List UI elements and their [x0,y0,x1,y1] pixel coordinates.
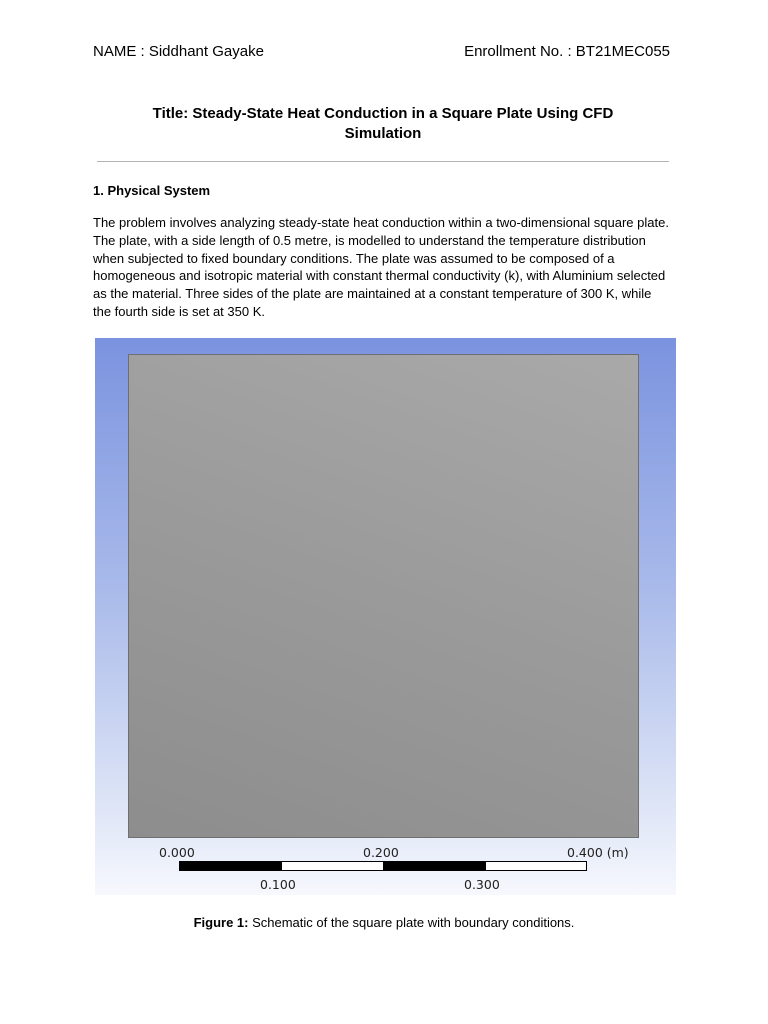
scale-bar-segment [383,861,486,871]
scale-label-0-400: 0.400 (m) [567,845,629,860]
title-line-2: Simulation [344,125,422,142]
title-line-1: Title: Steady-State Heat Conduction in a Square Plate Using CFD [152,105,614,122]
scale-label-0-100: 0.100 [260,877,296,892]
section-heading-physical-system: 1. Physical System [93,183,211,198]
scale-label-0-000: 0.000 [159,845,195,860]
scale-bar-segment [281,861,384,871]
scale-bar [179,861,587,871]
scale-label-0-300: 0.300 [464,877,500,892]
figure-plate-image [95,338,676,895]
scale-bar-segment [485,861,587,871]
square-plate [128,354,639,838]
horizontal-divider [97,161,669,162]
student-name: NAME : Siddhant Gayake [93,43,264,60]
scale-bar-segment [179,861,282,871]
page-title [110,104,656,144]
figure-caption-label: Figure 1: [193,915,249,930]
figure-caption-text: Schematic of the square plate with boundary conditions. [248,915,575,930]
scale-label-0-200: 0.200 [363,845,399,860]
figure-caption [0,915,768,930]
section-paragraph: The problem involves analyzing steady-state heat conduction within a two-dimensional square plate. The plate, with a side length of 0.5 metre, is modelled to understand the temperature distribution when subjected to fixed boundary conditions. The plate was assumed to be composed of a homogeneous and isotropic material with constant thermal conductivity (k), with Aluminium selected as the material. Three sides of the plate are maintained at a constant temperature of 300 K, while the fourth side is set at 350 K. [93,215,669,319]
enrollment-number: Enrollment No. : BT21MEC055 [464,43,670,60]
